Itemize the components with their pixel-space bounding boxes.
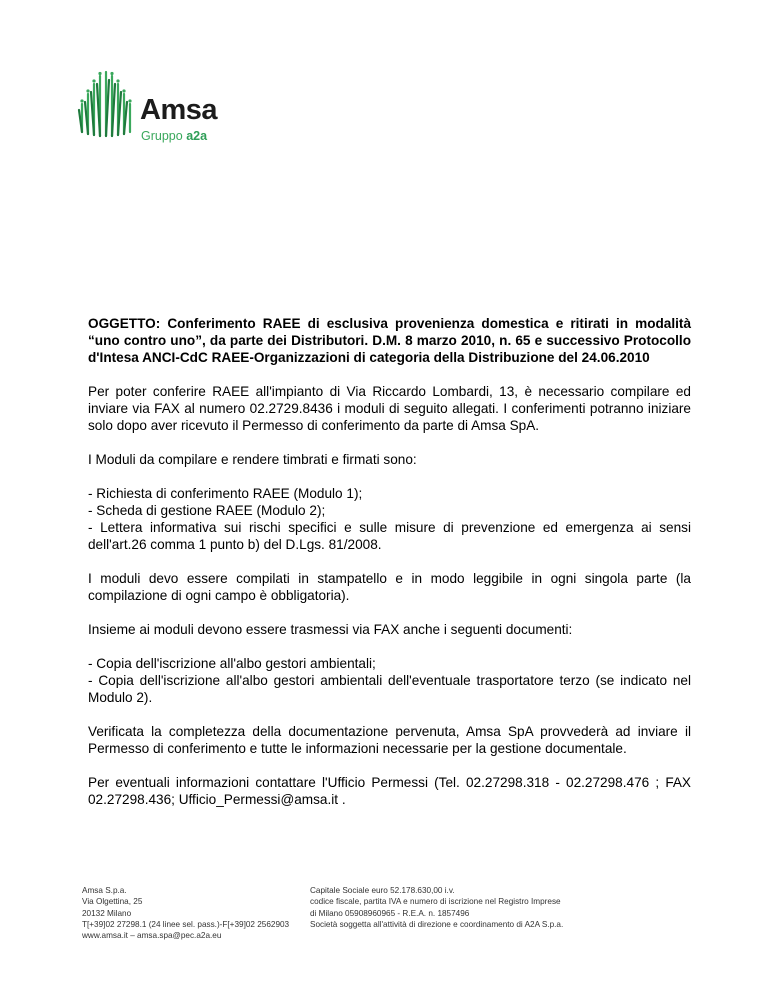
footer-line: www.amsa.it – amsa.spa@pec.a2a.eu (82, 931, 222, 941)
footer-line: Società soggetta all'attività di direzione e coordinamento di A2A S.p.a. (310, 919, 564, 929)
paragraph-modules: I Moduli da compilare e rendere timbrati e firmati sono: (88, 452, 417, 467)
list-item: - Copia dell'iscrizione all'albo gestori ambientali dell'eventuale trasportatore terzo (se indicato nel Modulo 2). (88, 673, 691, 705)
footer-line: Capitale Sociale euro 52.178.630,00 i.v. (310, 886, 455, 895)
paragraph-contacts: Per eventuali informazioni contattare l'Ufficio Permessi (Tel. 02.27298.318 - 02.27298.476 ; FAX 02.27298.436; Ufficio_Permessi@amsa.it . (88, 775, 691, 807)
footer-legal-info (310, 885, 610, 930)
modules-list (88, 485, 691, 553)
documents-list (88, 655, 691, 706)
brand-subtitle (141, 129, 207, 143)
footer-line: 20132 Milano (82, 908, 132, 918)
list-item: - Lettera informativa sui rischi specifici e sulle misure di prevenzione ed emergenza ai sensi dell'art.26 comma 1 punto b) del D.Lgs. 81/2008. (88, 520, 691, 552)
brand-sub-a2a: a2a (186, 129, 208, 143)
paragraph-verification: Verificata la completezza della documentazione pervenuta, Amsa SpA provvederà ad inviare il Permesso di conferimento e tutte le informazioni necessarie per la gestione documentale. (88, 724, 691, 756)
footer-line: Via Olgettina, 25 (82, 897, 143, 907)
letter-body (88, 315, 691, 825)
paragraph-intro: Per poter conferire RAEE all'impianto di Via Riccardo Lombardi, 13, è necessario compilare ed inviare via FAX al numero 02.2729.8436 i moduli di seguito allegati. I conferimenti potranno iniziare solo dopo aver ricevuto il Permesso di conferimento da parte di Amsa SpA. (88, 384, 691, 433)
brand-sub-prefix: Gruppo (141, 129, 183, 143)
list-item: - Scheda di gestione RAEE (Modulo 2); (88, 503, 326, 518)
amsa-leaf-icon (76, 70, 140, 140)
subject-heading: OGGETTO: Conferimento RAEE di esclusiva provenienza domestica e ritirati in modalità “uno contro uno”, da parte dei Distributori. D.M. 8 marzo 2010, n. 65 e successivo Protocollo d'Intesa ANCI-CdC RAEE-Organizzazioni di categoria della Distribuzione del 24.06.2010 (88, 316, 691, 365)
list-item: - Copia dell'iscrizione all'albo gestori ambientali; (88, 656, 376, 671)
paragraph-instructions: I moduli devo essere compilati in stampatello e in modo leggibile in ogni singola parte (la compilazione di ogni campo è obbligatoria). (88, 571, 691, 603)
footer-line: Amsa S.p.a. (82, 886, 127, 895)
brand-name: Amsa (140, 94, 217, 126)
footer-line: codice fiscale, partita IVA e numero di iscrizione nel Registro Imprese (310, 897, 561, 907)
footer-company-address (82, 885, 292, 941)
footer-line: di Milano 05908960965 - R.E.A. n. 1857496 (310, 908, 470, 918)
paragraph-documents: Insieme ai moduli devono essere trasmessi via FAX anche i seguenti documenti: (88, 622, 573, 637)
footer-line: T[+39]02 27298.1 (24 linee sel. pass.)-F[+39]02 2562903 (82, 919, 290, 929)
amsa-logo (76, 70, 236, 150)
list-item: - Richiesta di conferimento RAEE (Modulo 1); (88, 486, 363, 501)
